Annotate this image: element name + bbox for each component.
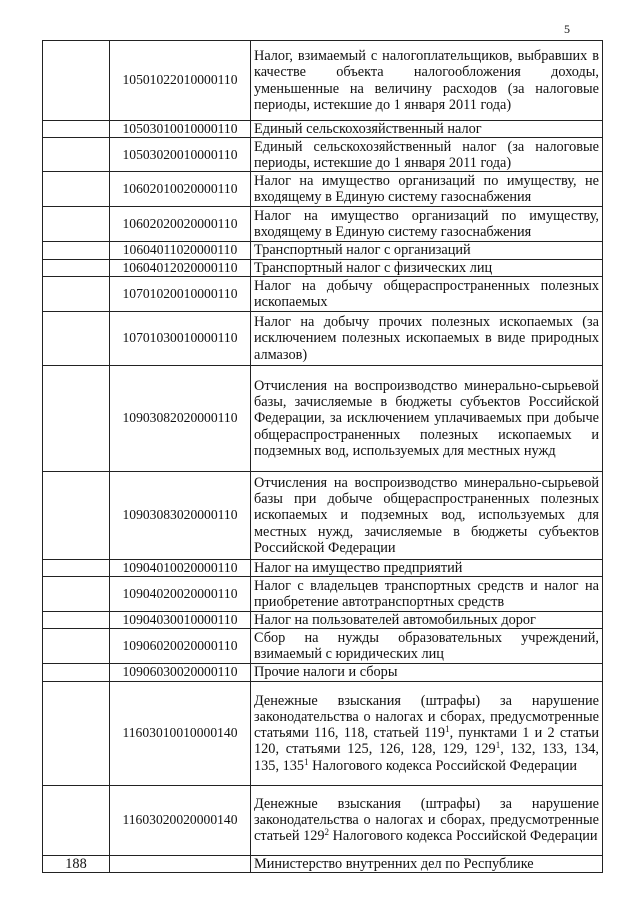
admin-code-cell — [43, 577, 110, 612]
kbk-code-cell: 10701020010000110 — [110, 276, 251, 311]
kbk-code-cell: 10503020010000110 — [110, 138, 251, 172]
table-row — [43, 259, 603, 276]
description-cell: Отчисления на воспроизводство минерально-сырьевой базы при добыче общераспространенных полезных ископаемых и подземных вод, используемых для местных нужд, зачисляемые в бюджеты субъектов Российской Федерации — [251, 471, 603, 559]
description-cell: Налог на имущество предприятий — [251, 559, 603, 576]
description-cell: Налог на имущество организаций по имуществу, входящему в Единую систему газоснабжения — [251, 207, 603, 242]
kbk-code-cell: 10904020020000110 — [110, 577, 251, 612]
description-cell: Транспортный налог с организаций — [251, 242, 603, 259]
table-row — [43, 612, 603, 629]
table-row — [43, 559, 603, 576]
table-row — [43, 276, 603, 311]
kbk-code-cell: 10904010020000110 — [110, 559, 251, 576]
admin-code-cell — [43, 41, 110, 121]
description-text: Налогового кодекса Российской Федерации — [329, 828, 598, 845]
table-row — [43, 138, 603, 172]
admin-code-cell — [43, 207, 110, 242]
description-cell: Налог с владельцев транспортных средств и налог на приобретение автотранспортных средств — [251, 577, 603, 612]
description-cell — [251, 785, 603, 855]
table-row — [43, 681, 603, 785]
description-text: Денежные взыскания (штрафы) за нарушение законодательства о налогах и сборах, предусмотренные статьей 129 — [254, 795, 599, 845]
kbk-code-cell: 11603010010000140 — [110, 681, 251, 785]
description-cell: Налог на пользователей автомобильных дорог — [251, 612, 603, 629]
admin-code-cell — [43, 785, 110, 855]
kbk-code-cell: 10604011020000110 — [110, 242, 251, 259]
description-cell: Министерство внутренних дел по Республике — [251, 855, 603, 872]
superscript: 1 — [445, 724, 450, 735]
description-cell: Единый сельскохозяйственный налог (за налоговые периоды, истекшие до 1 января 2011 года) — [251, 138, 603, 172]
table-row — [43, 365, 603, 471]
superscript: 1 — [495, 740, 501, 751]
kbk-code-cell: 10602020020000110 — [110, 207, 251, 242]
kbk-code-cell: 10903083020000110 — [110, 471, 251, 559]
admin-code-cell — [43, 681, 110, 785]
description-cell: Сбор на нужды образовательных учреждений, взимаемый с юридических лиц — [251, 629, 603, 664]
kbk-code-cell: 10501022010000110 — [110, 41, 251, 121]
description-cell: Налог на добычу прочих полезных ископаемых (за исключением полезных ископаемых в виде природных алмазов) — [251, 311, 603, 365]
description-cell — [251, 681, 603, 785]
admin-code-cell — [43, 259, 110, 276]
kbk-code-cell: 10602010020000110 — [110, 172, 251, 207]
admin-code-cell — [43, 121, 110, 138]
kbk-code-cell: 10904030010000110 — [110, 612, 251, 629]
table-row — [43, 471, 603, 559]
kbk-code-cell: 10701030010000110 — [110, 311, 251, 365]
admin-code-cell — [43, 629, 110, 664]
description-text: , пунктами 1 и 2 статьи 120, статьями 125, 126, 128, 129, 129 — [254, 725, 600, 758]
description-cell: Единый сельскохозяйственный налог — [251, 121, 603, 138]
table-row — [43, 207, 603, 242]
description-text: , 132, 133, 134, 135, 135 — [254, 741, 599, 774]
table-row — [43, 242, 603, 259]
kbk-code-cell — [110, 855, 251, 872]
kbk-code-cell: 10604012020000110 — [110, 259, 251, 276]
kbk-code-cell: 10903082020000110 — [110, 365, 251, 471]
admin-code-cell — [43, 471, 110, 559]
kbk-code-cell: 10906020020000110 — [110, 629, 251, 664]
description-text: Налогового кодекса Российской Федерации — [308, 757, 578, 774]
table-row — [43, 855, 603, 872]
admin-code-cell — [43, 242, 110, 259]
table-row — [43, 172, 603, 207]
table-row — [43, 577, 603, 612]
table-row — [43, 629, 603, 664]
description-cell: Отчисления на воспроизводство минерально-сырьевой базы, зачисляемые в бюджеты субъектов Российской Федерации, за исключением уплачиваемых при добыче общераспространенных полезных ископаемых и подземных вод, используемых для местных нужд — [251, 365, 603, 471]
admin-code-cell — [43, 559, 110, 576]
admin-code-cell: 188 — [43, 855, 110, 872]
description-cell: Налог, взимаемый с налогоплательщиков, выбравших в качестве объекта налогообложения доходы, уменьшенные на величину расходов (за налоговые периоды, истекшие до 1 января 2011 года) — [251, 41, 603, 121]
admin-code-cell — [43, 138, 110, 172]
table-row — [43, 121, 603, 138]
kbk-code-cell: 10906030020000110 — [110, 664, 251, 681]
admin-code-cell — [43, 276, 110, 311]
table-row — [43, 311, 603, 365]
page-number: 5 — [564, 22, 570, 36]
admin-code-cell — [43, 612, 110, 629]
description-text: Денежные взыскания (штрафы) за нарушение законодательства о налогах и сборах, предусмотренные статьями 116, 118, статьей 119 — [254, 692, 599, 742]
admin-code-cell — [43, 311, 110, 365]
kbk-table — [42, 40, 603, 873]
superscript: 1 — [304, 756, 309, 767]
description-cell: Налог на имущество организаций по имуществу, не входящему в Единую систему газоснабжения — [251, 172, 603, 207]
description-cell: Транспортный налог с физических лиц — [251, 259, 603, 276]
table-row — [43, 785, 603, 855]
admin-code-cell — [43, 172, 110, 207]
description-cell: Налог на добычу общераспространенных полезных ископаемых — [251, 276, 603, 311]
kbk-code-cell: 10503010010000110 — [110, 121, 251, 138]
table-row — [43, 41, 603, 121]
description-cell: Прочие налоги и сборы — [251, 664, 603, 681]
superscript: 2 — [324, 827, 330, 838]
admin-code-cell — [43, 365, 110, 471]
table-row — [43, 664, 603, 681]
kbk-code-cell: 11603020020000140 — [110, 785, 251, 855]
admin-code-cell — [43, 664, 110, 681]
